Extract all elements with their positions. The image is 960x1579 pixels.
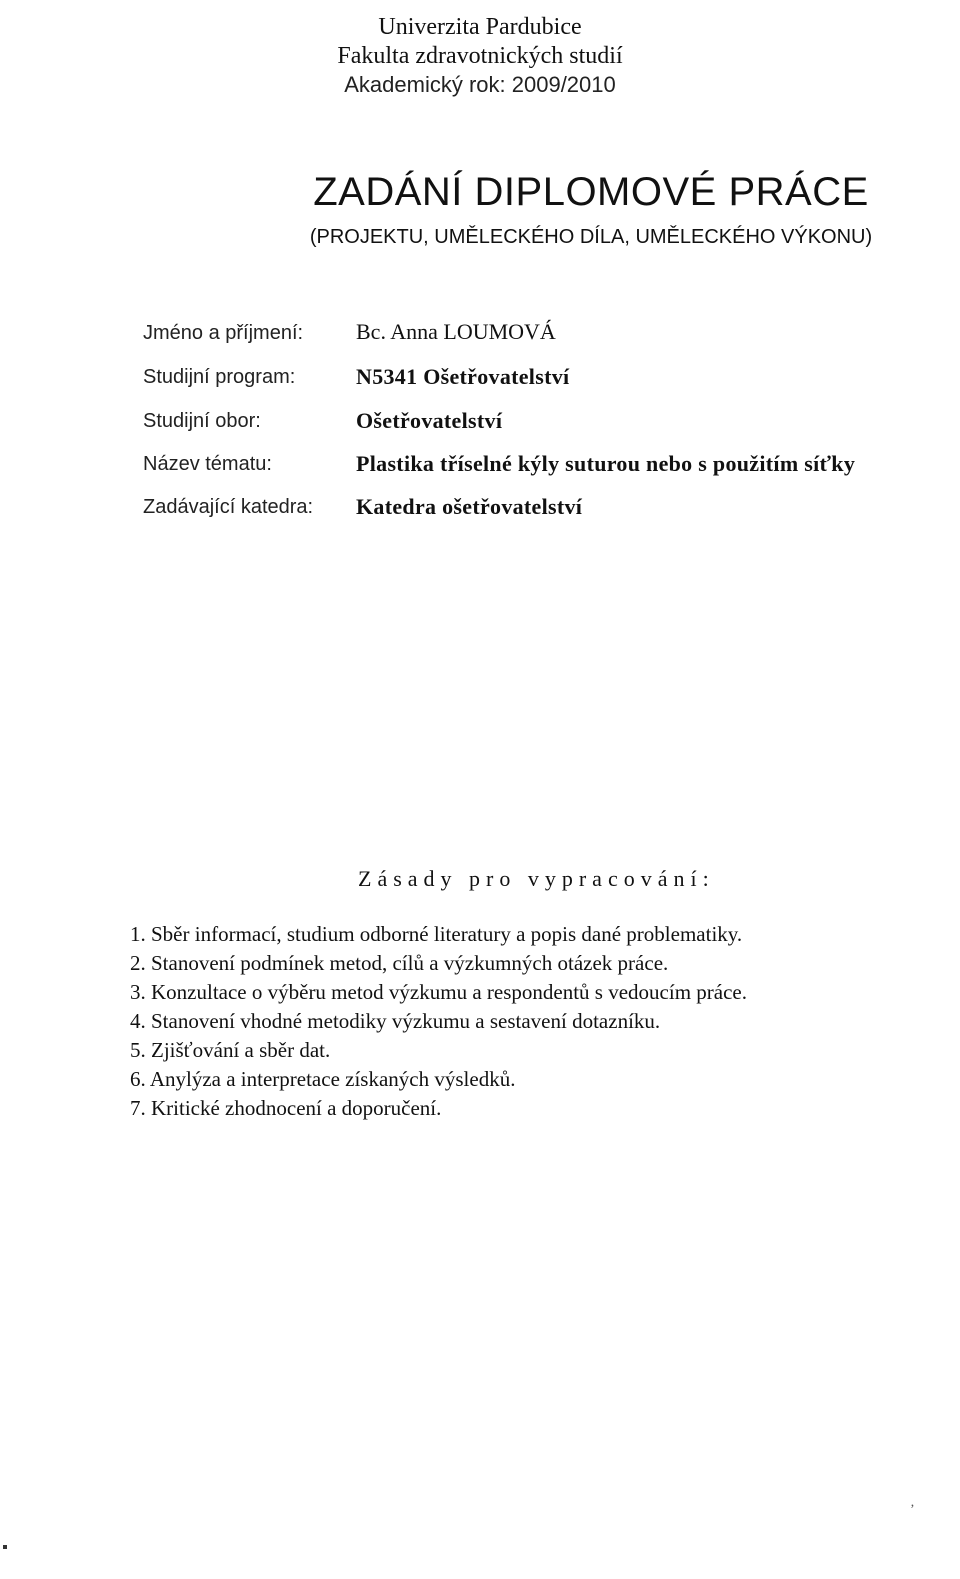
topic-value: Plastika tříselné kýly suturou nebo s použitím síťky — [356, 451, 856, 476]
program-value: N5341 Ošetřovatelství — [356, 364, 570, 389]
list-item: 5. Zjišťování a sběr dat. — [130, 1038, 331, 1062]
department-label: Zadávající katedra: — [143, 496, 314, 518]
faculty-name: Fakulta zdravotnických studií — [337, 43, 623, 69]
academic-year-label: Akademický rok: — [344, 72, 506, 97]
list-item: 1. Sběr informací, studium odborné literatury a popis dané problematiky. — [130, 922, 743, 946]
academic-year — [0, 72, 960, 98]
document-title: ZADÁNÍ DIPLOMOVÉ PRÁCE — [313, 170, 869, 214]
principles-list — [130, 920, 747, 1123]
principles-heading: Zásady pro vypracování: — [358, 866, 715, 891]
academic-year-value: 2009/2010 — [511, 72, 616, 97]
field-value: Ošetřovatelství — [356, 408, 503, 433]
university-name: Univerzita Pardubice — [378, 14, 582, 40]
topic-label: Název tématu: — [143, 453, 272, 475]
list-item: 3. Konzultace o výběru metod výzkumu a respondentů s vedoucím práce. — [130, 980, 747, 1004]
program-label: Studijní program: — [143, 366, 296, 388]
list-item: 6. Anylýza a interpretace získaných výsledků. — [130, 1067, 516, 1091]
name-value: Bc. Anna LOUMOVÁ — [356, 319, 556, 344]
name-label: Jméno a příjmení: — [143, 322, 304, 344]
list-item: 2. Stanovení podmínek metod, cílů a výzkumných otázek práce. — [130, 951, 669, 975]
edge-speck — [3, 1545, 7, 1549]
field-label: Studijní obor: — [143, 410, 261, 432]
stray-mark: ‚ — [910, 1495, 915, 1510]
document-subtitle: (PROJEKTU, UMĚLECKÉHO DÍLA, UMĚLECKÉHO VÝKONU) — [309, 226, 873, 248]
list-item: 7. Kritické zhodnocení a doporučení. — [130, 1096, 442, 1120]
list-item: 4. Stanovení vhodné metodiky výzkumu a sestavení dotazníku. — [130, 1009, 661, 1033]
department-value: Katedra ošetřovatelství — [356, 494, 583, 519]
